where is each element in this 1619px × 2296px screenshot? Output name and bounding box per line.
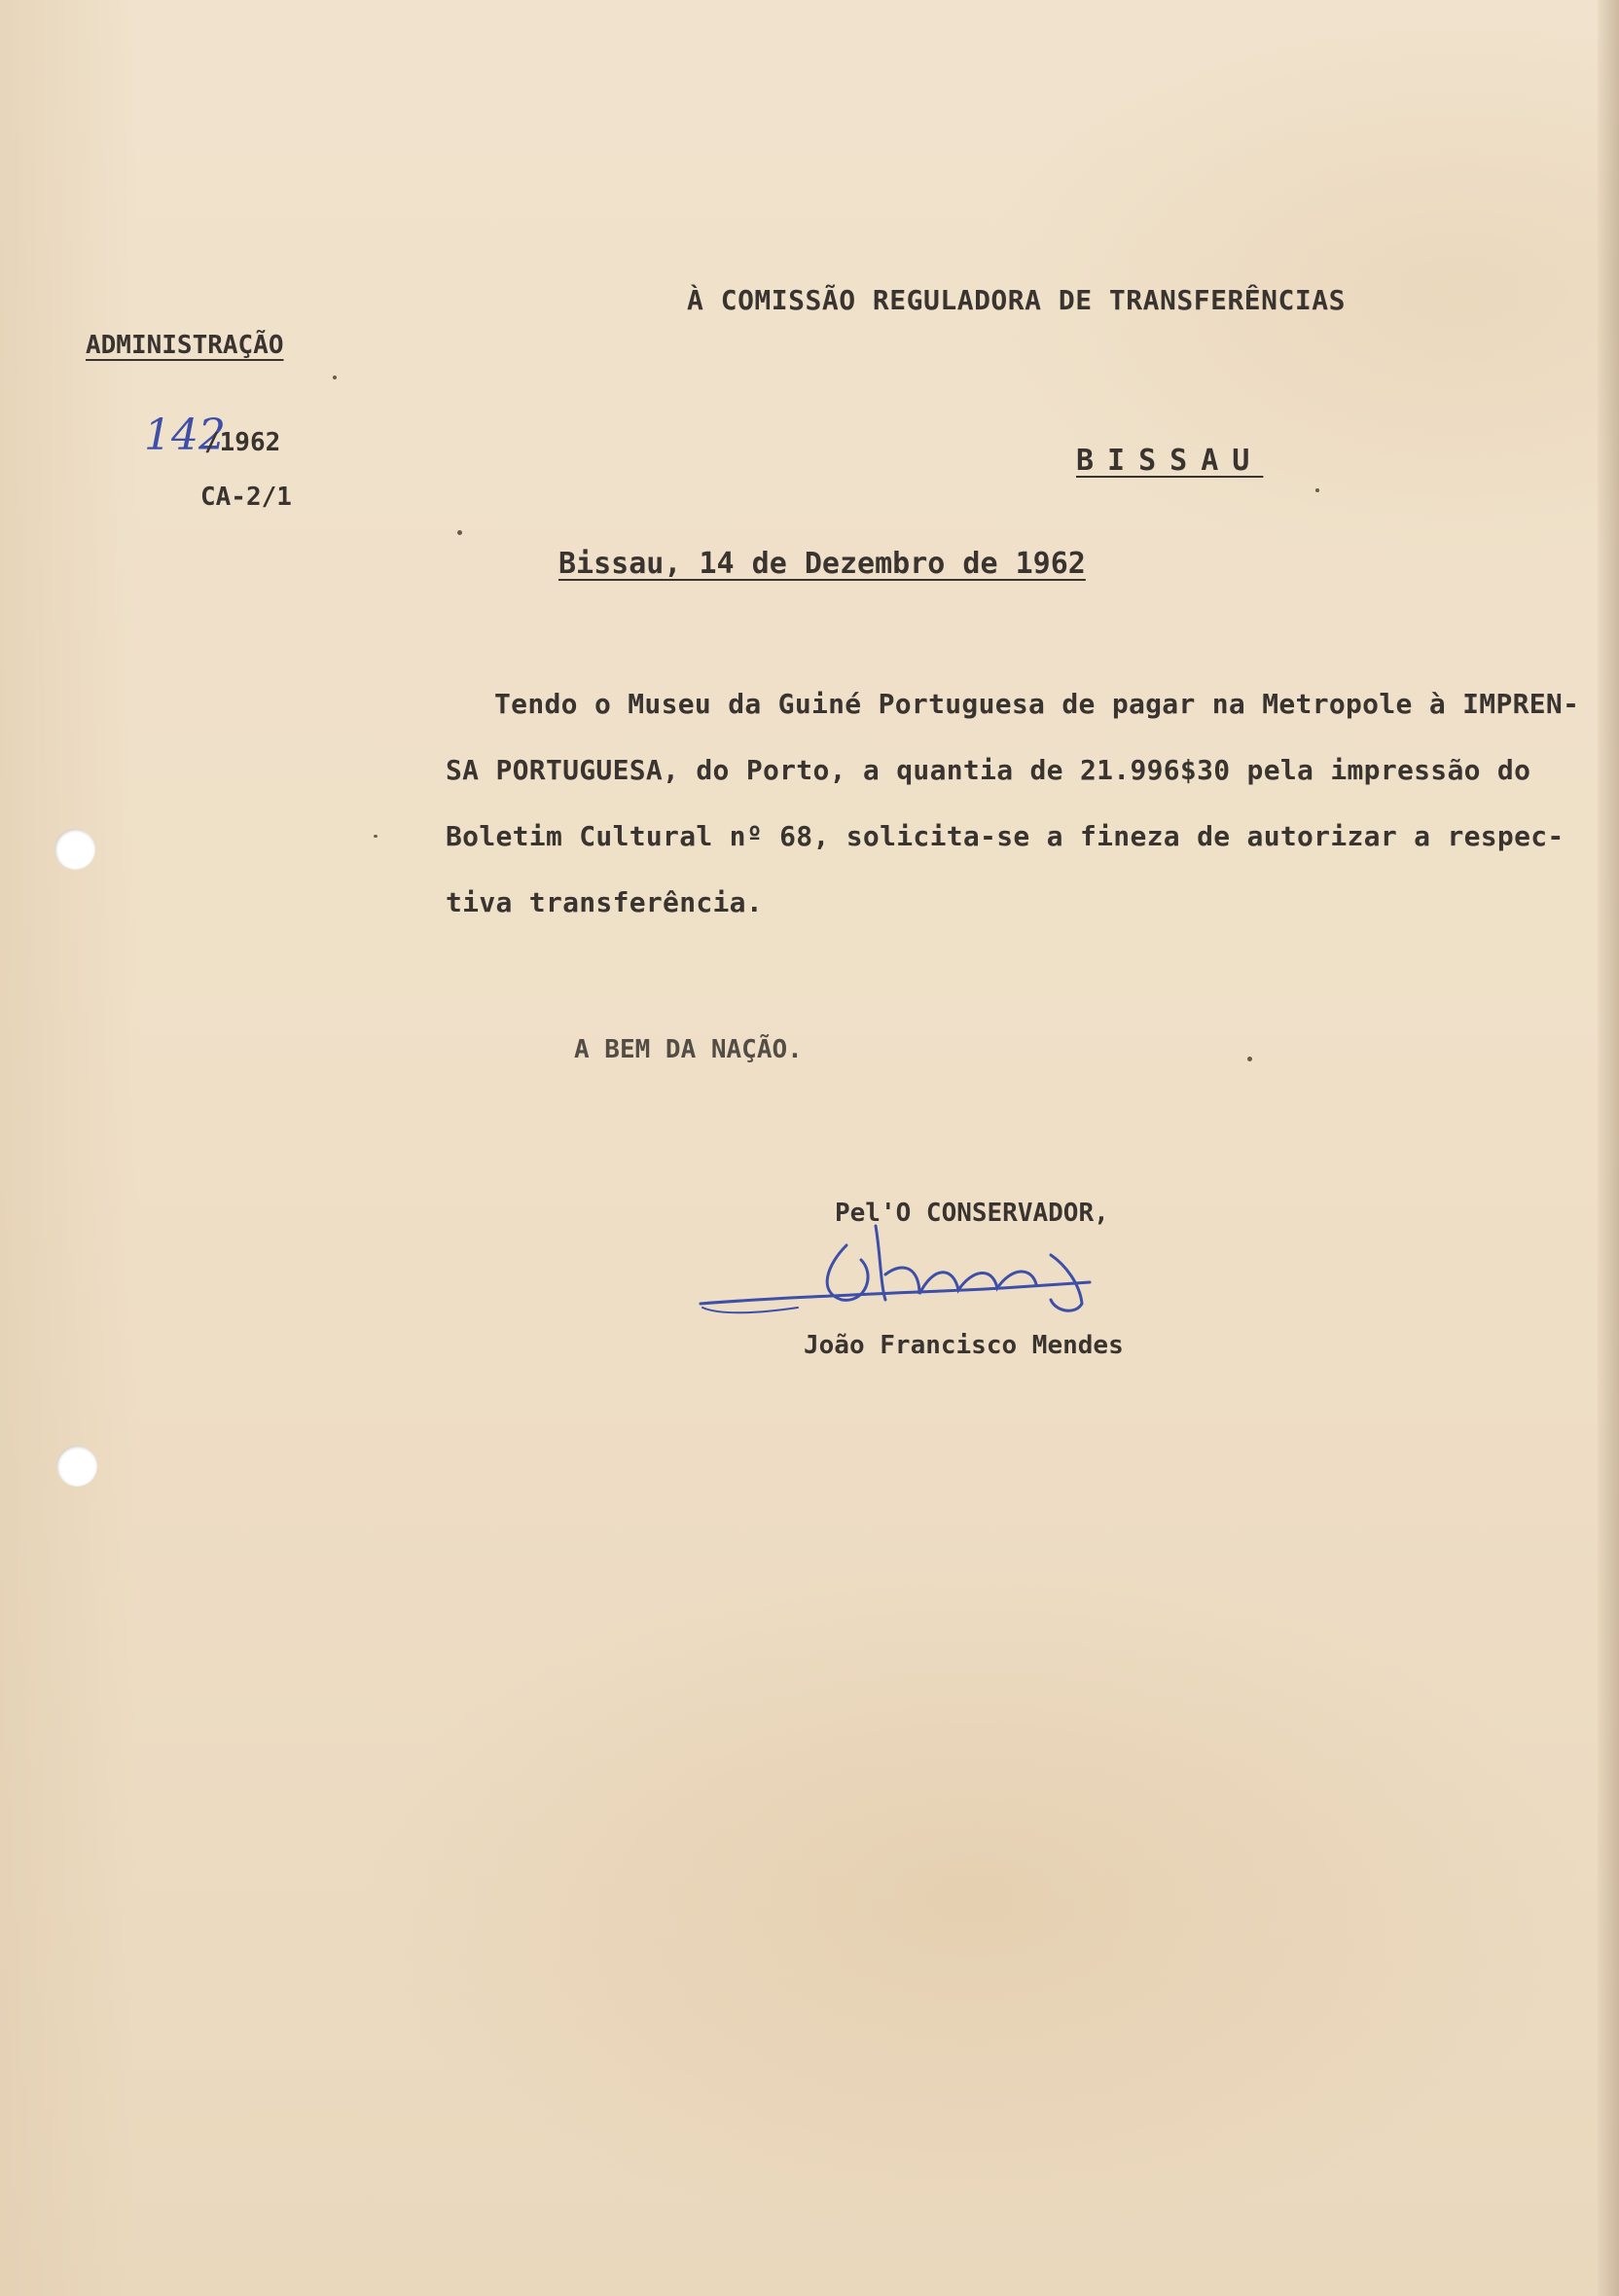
body-line-1: Tendo o Museu da Guiné Portuguesa de pagar na Metropole à IMPREN- xyxy=(494,688,1580,720)
letter-body xyxy=(446,671,1580,936)
paper-speck xyxy=(1315,488,1319,492)
paper-speck xyxy=(374,835,378,838)
signer-title: Pel'O CONSERVADOR, xyxy=(835,1199,1109,1228)
body-line-4: tiva transferência. xyxy=(446,886,763,918)
paper-speck xyxy=(457,530,462,535)
body-line-2: SA PORTUGUESA, do Porto, a quantia de 21.996$30 pela impressão do xyxy=(446,754,1531,786)
handwritten-reference-number: 142 xyxy=(144,411,226,460)
reference-year: /1962 xyxy=(204,428,281,457)
page-edge-shade xyxy=(1598,0,1619,2296)
signer-name: João Francisco Mendes xyxy=(804,1331,1124,1360)
punch-hole-top xyxy=(54,829,95,870)
reference-code: CA-2/1 xyxy=(200,483,292,512)
destination-city: BISSAU xyxy=(1076,444,1264,478)
addressee-line: À COMISSÃO REGULADORA DE TRANSFERÊNCIAS xyxy=(687,284,1346,316)
punch-hole-bottom xyxy=(56,1446,97,1487)
department-label: ADMINISTRAÇÃO xyxy=(86,331,284,360)
letter-date: Bissau, 14 de Dezembro de 1962 xyxy=(558,547,1086,581)
handwritten-signature xyxy=(681,1206,1168,1333)
closing-salutation: A BEM DA NAÇÃO. xyxy=(574,1035,803,1064)
paper-speck xyxy=(333,376,337,379)
paper-speck xyxy=(1247,1057,1252,1061)
body-line-3: Boletim Cultural nº 68, solicita-se a fineza de autorizar a respec- xyxy=(446,820,1565,852)
